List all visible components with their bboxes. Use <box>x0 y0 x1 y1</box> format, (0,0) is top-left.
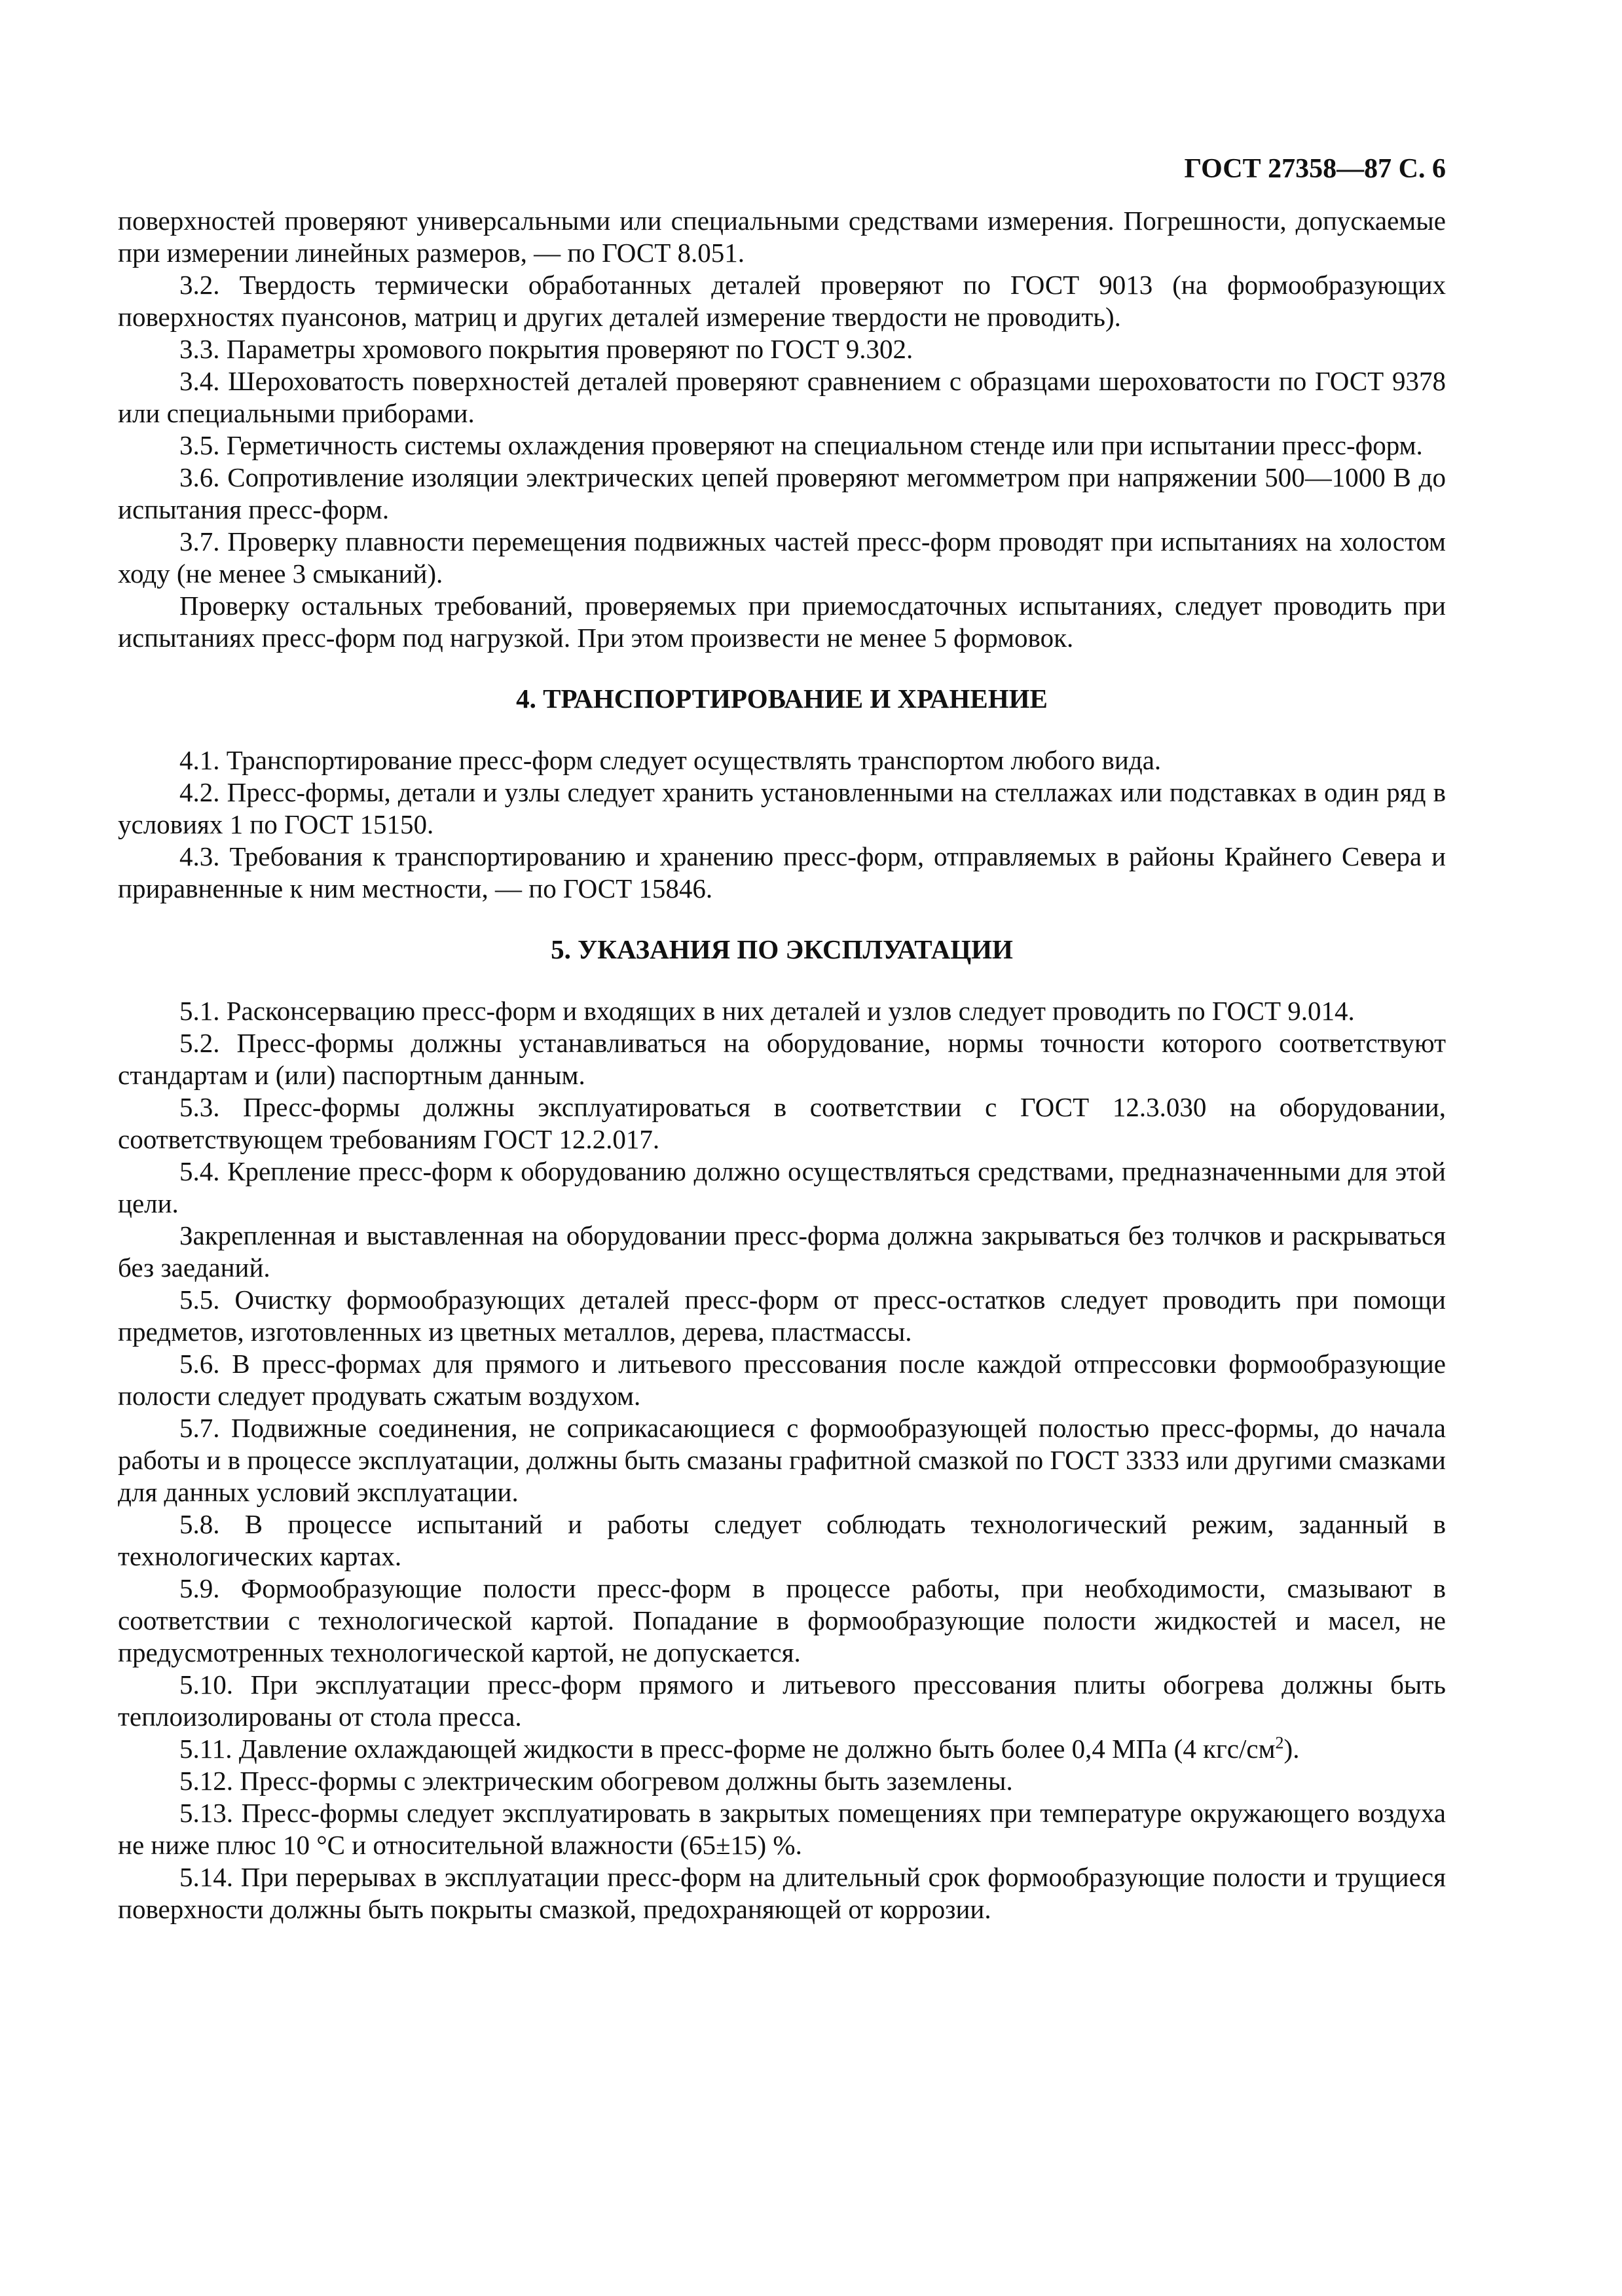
paragraph-4-1: 4.1. Транспортирование пресс-форм следует осуществлять транспортом любого вида. <box>179 745 1162 775</box>
section-5 <box>118 995 1446 1925</box>
paragraph-5-8: 5.8. В процессе испытаний и работы следует соблюдать технологический режим, заданный в технологических картах. <box>118 1509 1446 1571</box>
paragraph-5-3: 5.3. Пресс-формы должны эксплуатироваться в соответствии с ГОСТ 12.3.030 на оборудовании, соответствующем требованиям ГОСТ 12.2.017. <box>118 1092 1446 1154</box>
paragraph-5-4-extra: Закрепленная и выставленная на оборудовании пресс-форма должна закрываться без толчков и раскрываться без заеданий. <box>118 1220 1446 1283</box>
paragraph-5-10: 5.10. При эксплуатации пресс-форм прямого и литьевого прессования плиты обогрева должны быть теплоизолированы от стола пресса. <box>118 1669 1446 1732</box>
section-4-title: 4. ТРАНСПОРТИРОВАНИЕ И ХРАНЕНИЕ <box>516 683 1048 714</box>
paragraph-5-9: 5.9. Формообразующие полости пресс-форм в процессе работы, при необходимости, смазывают в соответствии с технологической картой. Попадание в формообразующие полости жидкостей и масел, не предусмотренных технологической картой, не допускается. <box>118 1573 1446 1667</box>
paragraph-5-6: 5.6. В пресс-формах для прямого и литьевого прессования после каждой отпрессовки формообразующие полости следует продувать сжатым воздухом. <box>118 1349 1446 1411</box>
paragraph-3-7: 3.7. Проверку плавности перемещения подвижных частей пресс-форм проводят при испытаниях на холостом ходу (не менее 3 смыканий). <box>118 526 1446 589</box>
paragraph-5-13: 5.13. Пресс-формы следует эксплуатировать в закрытых помещениях при температуре окружающего воздуха не ниже плюс 10 °С и относительной влажности (65±15) %. <box>118 1798 1446 1860</box>
paragraph-5-1: 5.1. Расконсервацию пресс-форм и входящих в них деталей и узлов следует проводить по ГОСТ 9.014. <box>179 996 1355 1026</box>
paragraph-5-14: 5.14. При перерывах в эксплуатации пресс-форм на длительный срок формообразующие полости и трущиеся поверхности должны быть покрыты смазкой, предохраняющей от коррозии. <box>118 1862 1446 1924</box>
section-5-title: 5. УКАЗАНИЯ ПО ЭКСПЛУАТАЦИИ <box>551 934 1013 964</box>
paragraph-3-3: 3.3. Параметры хромового покрытия проверяют по ГОСТ 9.302. <box>179 334 913 364</box>
running-header: ГОСТ 27358—87 С. 6 <box>1184 154 1446 184</box>
document-page <box>118 149 1446 1925</box>
paragraph-5-11-text: 5.11. Давление охлаждающей жидкости в пресс-форме не должно быть более 0,4 МПа (4 кгс/см <box>179 1734 1276 1764</box>
paragraph-3-1-continued: поверхностей проверяют универсальными или специальными средствами измерения. Погрешности, допускаемые при измерении линейных размеров, — по ГОСТ 8.051. <box>118 206 1446 268</box>
paragraph-4-2: 4.2. Пресс-формы, детали и узлы следует хранить установленными на стеллажах или подставках в один ряд в условиях 1 по ГОСТ 15150. <box>118 777 1446 839</box>
paragraph-3-2: 3.2. Твердость термически обработанных деталей проверяют по ГОСТ 9013 (на формообразующих поверхностях пуансонов, матриц и других деталей измерение твердости не проводить). <box>118 270 1446 332</box>
paragraph-5-4: 5.4. Крепление пресс-форм к оборудованию должно осуществляться средствами, предназначенными для этой цели. <box>118 1156 1446 1218</box>
paragraph-3-6: 3.6. Сопротивление изоляции электрических цепей проверяют мегомметром при напряжении 500—1000 В до испытания пресс-форм. <box>118 462 1446 524</box>
paragraph-5-2: 5.2. Пресс-формы должны устанавливаться на оборудование, нормы точности которого соответствуют стандартам и (или) паспортным данным. <box>118 1028 1446 1090</box>
paragraph-5-12: 5.12. Пресс-формы с электрическим обогревом должны быть заземлены. <box>179 1766 1013 1796</box>
section-3-continuation <box>118 205 1446 654</box>
paragraph-5-7: 5.7. Подвижные соединения, не соприкасающиеся с формообразующей полостью пресс-формы, до начала работы и в процессе эксплуатации, должны быть смазаны графитной смазкой по ГОСТ 3333 или другими смазками для данных условий эксплуатации. <box>118 1413 1446 1507</box>
section-4 <box>118 744 1446 905</box>
paragraph-5-11 <box>118 1733 1446 1765</box>
paragraph-3-4: 3.4. Шероховатость поверхностей деталей проверяют сравнением с образцами шероховатости по ГОСТ 9378 или специальными приборами. <box>118 366 1446 428</box>
paragraph-4-3: 4.3. Требования к транспортированию и хранению пресс-форм, отправляемых в районы Крайнего Севера и приравненные к ним местности, — по ГОСТ 15846. <box>118 841 1446 903</box>
paragraph-3-7-extra: Проверку остальных требований, проверяемых при приемосдаточных испытаниях, следует проводить при испытаниях пресс-форм под нагрузкой. При этом произвести не менее 5 формовок. <box>118 591 1446 653</box>
paragraph-5-11-tail: ). <box>1283 1734 1300 1764</box>
paragraph-5-5: 5.5. Очистку формообразующих деталей пресс-форм от пресс-остатков следует проводить при помощи предметов, изготовленных из цветных металлов, дерева, пластмассы. <box>118 1285 1446 1347</box>
paragraph-5-11-superscript: 2 <box>1275 1733 1284 1753</box>
paragraph-3-5: 3.5. Герметичность системы охлаждения проверяют на специальном стенде или при испытании пресс-форм. <box>179 430 1423 460</box>
